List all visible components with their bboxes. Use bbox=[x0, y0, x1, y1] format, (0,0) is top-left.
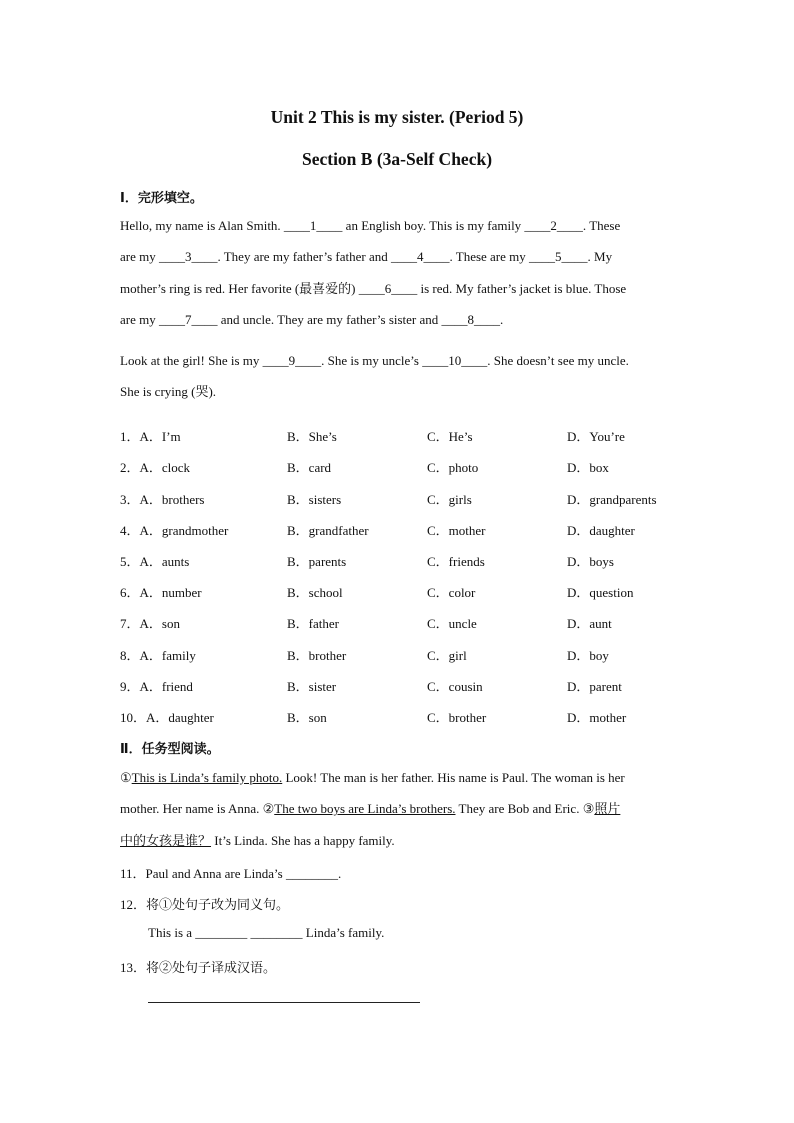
option-d: D．parent bbox=[567, 679, 622, 694]
option-row bbox=[0, 582, 794, 602]
option-c: C．photo bbox=[427, 460, 479, 475]
reading-line-2 bbox=[120, 793, 674, 824]
option-row bbox=[0, 613, 794, 633]
option-d: D．boy bbox=[567, 648, 609, 663]
option-a: 10．A．daughter bbox=[120, 710, 214, 725]
reading-passage bbox=[120, 762, 674, 856]
underlined-sentence-3-part: 照片 bbox=[594, 801, 621, 817]
option-d: D．question bbox=[567, 585, 634, 600]
option-b: B．sister bbox=[287, 679, 337, 694]
cloze-paragraph-1 bbox=[120, 210, 674, 336]
reading-text: mother. Her name is Anna. ② bbox=[120, 801, 275, 817]
option-b: B．son bbox=[287, 710, 327, 725]
page-subtitle: Section B (3a-Self Check) bbox=[301, 149, 493, 169]
question-13: 13．将②处句子译成汉语。 bbox=[120, 960, 277, 975]
underlined-sentence-1: This is Linda’s family photo. bbox=[131, 770, 283, 785]
question-12-fill: This is a ________ ________ Linda’s family. bbox=[148, 925, 385, 940]
option-c: C．friends bbox=[427, 554, 485, 569]
option-a: 9．A．friend bbox=[120, 679, 193, 694]
option-row bbox=[0, 676, 794, 696]
option-row bbox=[0, 426, 794, 446]
option-b: B．grandfather bbox=[287, 523, 369, 538]
option-c: C．girls bbox=[427, 492, 472, 507]
question-11: 11．Paul and Anna are Linda’s ________. bbox=[120, 866, 342, 881]
cloze-line: mother’s ring is red. Her favorite (最喜爱的) ____6____ is red. My father’s jacket is blue. Those bbox=[120, 280, 627, 296]
reading-line-3 bbox=[120, 825, 674, 856]
option-d: D．mother bbox=[567, 710, 627, 725]
option-d: D．daughter bbox=[567, 523, 635, 538]
cloze-line: are my ____7____ and uncle. They are my father’s sister and ____8____. bbox=[120, 312, 504, 328]
option-c: C．mother bbox=[427, 523, 486, 538]
option-a: 3．A．brothers bbox=[120, 492, 205, 507]
cloze-line: Look at the girl! She is my ____9____. She is my uncle’s ____10____. She doesn’t see my uncle. bbox=[120, 353, 629, 368]
page-title: Unit 2 This is my sister. (Period 5) bbox=[270, 107, 524, 127]
reading-text: It’s Linda. She has a happy family. bbox=[211, 832, 395, 848]
underlined-sentence-3-part: 中的女孩是谁？ bbox=[120, 832, 212, 848]
option-b: B．sisters bbox=[287, 492, 342, 507]
cloze-line: Hello, my name is Alan Smith. ____1____ an English boy. This is my family ____2____. These bbox=[120, 218, 621, 233]
option-a: 2．A．clock bbox=[120, 460, 191, 475]
option-a: 4．A．grandmother bbox=[120, 523, 229, 538]
cloze-line: are my ____3____. They are my father’s father and ____4____. These are my ____5____. My bbox=[120, 249, 613, 265]
option-d: D．grandparents bbox=[567, 492, 657, 507]
option-d: D．aunt bbox=[567, 616, 612, 631]
option-a: 5．A．aunts bbox=[120, 554, 190, 569]
option-c: C．uncle bbox=[427, 616, 477, 631]
option-b: B．She’s bbox=[287, 429, 337, 444]
option-c: C．He’s bbox=[427, 429, 473, 444]
cloze-line: She is crying (哭). bbox=[120, 384, 217, 400]
option-row bbox=[0, 551, 794, 571]
reading-line-1 bbox=[120, 762, 674, 793]
option-c: C．cousin bbox=[427, 679, 483, 694]
option-c: C．brother bbox=[427, 710, 487, 725]
option-row bbox=[0, 489, 794, 509]
answer-line bbox=[148, 1002, 420, 1003]
option-row bbox=[0, 645, 794, 665]
section-heading-reading: Ⅱ．任务型阅读。 bbox=[120, 742, 220, 757]
option-d: D．boys bbox=[567, 554, 614, 569]
option-row bbox=[0, 707, 794, 727]
option-a: 1．A．I’m bbox=[120, 429, 181, 444]
reading-text: They are Bob and Eric. ③ bbox=[455, 801, 595, 817]
option-b: B．father bbox=[287, 616, 339, 631]
question-12: 12．将①处句子改为同义句。 bbox=[120, 897, 290, 912]
option-c: C．color bbox=[427, 585, 476, 600]
option-b: B．card bbox=[287, 460, 332, 475]
option-row bbox=[0, 520, 794, 540]
option-b: B．school bbox=[287, 585, 343, 600]
circled-mark-1: ① bbox=[120, 770, 132, 785]
option-b: B．brother bbox=[287, 648, 347, 663]
option-c: C．girl bbox=[427, 648, 467, 663]
option-a: 8．A．family bbox=[120, 648, 196, 663]
section-heading-cloze: Ⅰ．完形填空。 bbox=[120, 191, 203, 206]
reading-text: Look! The man is her father. His name is Paul. The woman is her bbox=[282, 770, 625, 785]
option-d: D．box bbox=[567, 460, 609, 475]
option-row bbox=[0, 457, 794, 477]
option-a: 7．A．son bbox=[120, 616, 180, 631]
underlined-sentence-2: The two boys are Linda’s brothers. bbox=[274, 801, 456, 817]
option-b: B．parents bbox=[287, 554, 347, 569]
option-d: D．You’re bbox=[567, 429, 625, 444]
cloze-paragraph-2 bbox=[120, 345, 674, 408]
option-a: 6．A．number bbox=[120, 585, 202, 600]
